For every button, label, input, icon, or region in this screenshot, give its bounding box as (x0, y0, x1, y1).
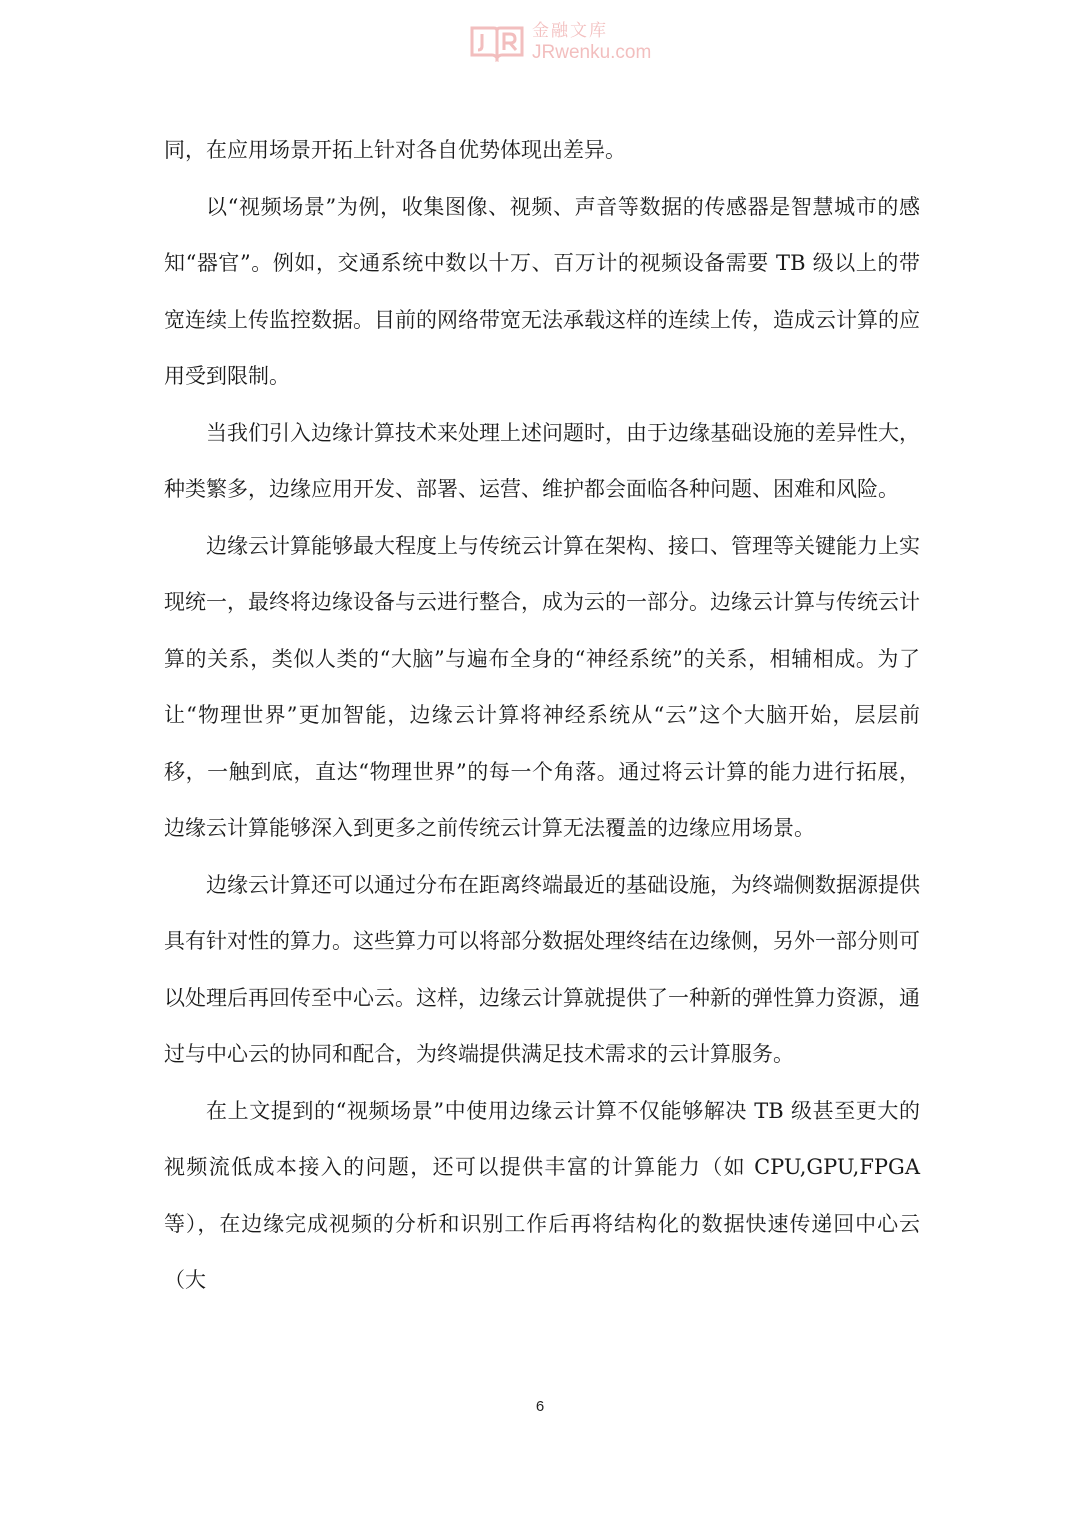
paragraph-1: 同，在应用场景开拓上针对各自优势体现出差异。 (164, 138, 626, 162)
page-number: 6 (535, 1398, 545, 1415)
watermark-en-text: JRwenku.com (532, 41, 652, 63)
paragraph-5: 边缘云计算还可以通过分布在距离终端最近的基础设施，为终端侧数据源提供具有针对性的算力。这些算力可以将部分数据处理终结在边缘侧，另外一部分则可以处理后再回传至中心云。这样，边缘云计算就提供了一种新的弹性算力资源，通过与中心云的协同和配合，为终端提供满足技术需求的云计算服务。 (164, 872, 920, 1066)
paragraph-4: 边缘云计算能够最大程度上与传统云计算在架构、接口、管理等关键能力上实现统一，最终将边缘设备与云进行整合，成为云的一部分。边缘云计算与传统云计算的关系，类似人类的“大脑”与遍布全身的“神经系统”的关系，相辅相成。为了让“物理世界”更加智能，边缘云计算将神经系统从“云”这个大脑开始，层层前移，一触到底，直达“物理世界”的每一个角落。通过将云计算的能力进行拓展，边缘云计算能够深入到更多之前传统云计算无法覆盖的边缘应用场景。 (164, 533, 920, 840)
paragraph-6: 在上文提到的“视频场景”中使用边缘云计算不仅能够解决 TB 级甚至更大的视频流低成本接入的问题，还可以提供丰富的计算能力（如 CPU,GPU,FPGA 等），在边缘完成视频的分析和识别工作后再将结构化的数据快速传递回中心云（大 (164, 1098, 920, 1292)
jr-book-logo-icon (468, 22, 526, 62)
paragraph-2: 以“视频场景”为例，收集图像、视频、声音等数据的传感器是智慧城市的感知“器官”。例如，交通系统中数以十万、百万计的视频设备需要 TB 级以上的带宽连续上传监控数据。目前的网络带宽无法承载这样的连续上传，造成云计算的应用受到限制。 (164, 194, 920, 388)
watermark-cn-text: 金融文库 (532, 20, 608, 41)
paragraph-3: 当我们引入边缘计算技术来处理上述问题时，由于边缘基础设施的差异性大，种类繁多，边缘应用开发、部署、运营、维护都会面临各种问题、困难和风险。 (164, 420, 920, 501)
watermark-logo (468, 20, 688, 64)
document-body (164, 122, 920, 1309)
